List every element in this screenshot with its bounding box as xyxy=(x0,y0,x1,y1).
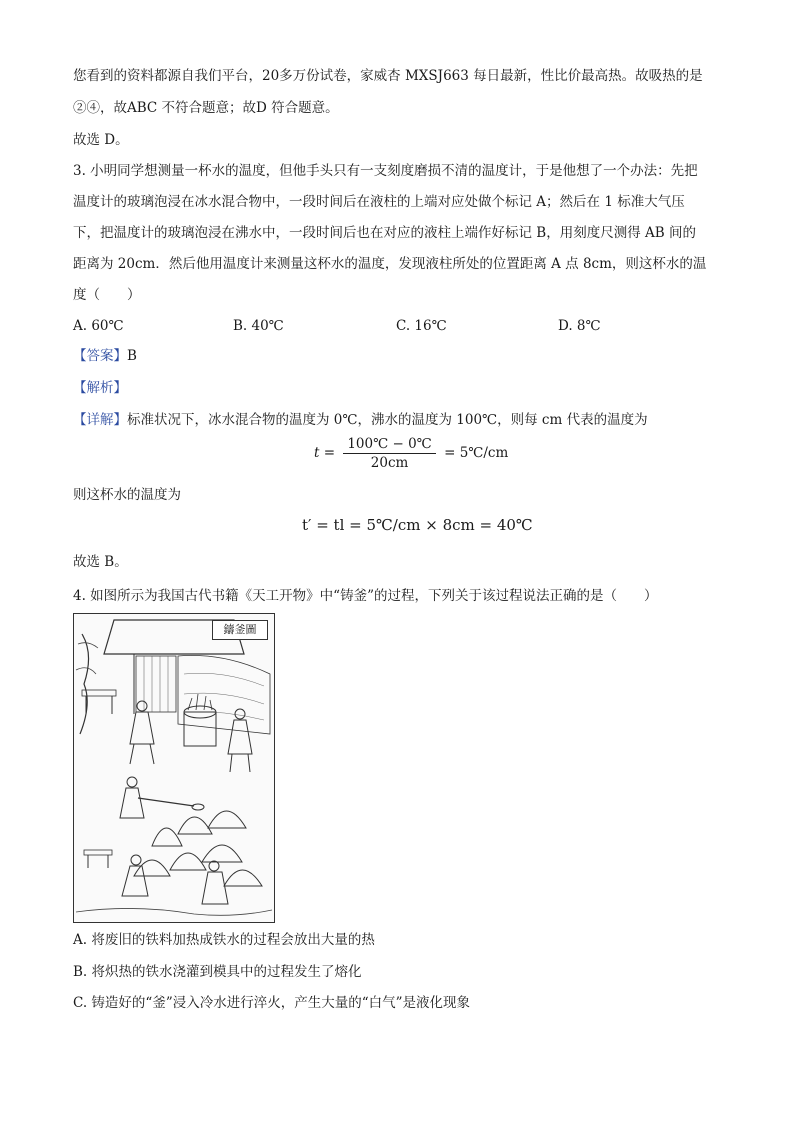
text-line: 您看到的资料都源自我们平台，20多万份试卷，家威杏 MXSJ663 每日最新，性比价最高热。故吸热的是 xyxy=(73,68,703,84)
formula-numerator: 100℃ − 0℃ xyxy=(343,436,435,454)
question-3-line: 温度计的玻璃泡浸在冰水混合物中，一段时间后在液柱的上端对应处做个标记 A；然后在 1 标准大气压 xyxy=(73,194,685,210)
option-4c: C. 铸造好的“釜”浸入冷水进行淬火，产生大量的“白气”是液化现象 xyxy=(73,995,471,1011)
option-c: C. 16℃ xyxy=(396,318,447,334)
formula-denominator: 20cm xyxy=(370,455,409,471)
option-b: B. 40℃ xyxy=(233,318,284,334)
formula-fraction xyxy=(343,436,435,471)
question-3-line: 下，把温度计的玻璃泡浸在沸水中，一段时间后也在对应的液柱上端作好标记 B，用刻度尺测得 AB 间的 xyxy=(73,225,696,241)
question-4-line: 4. 如图所示为我国古代书籍《天工开物》中“铸釜”的过程，下列关于该过程说法正确的是（ ） xyxy=(73,588,658,604)
question-3-line: 3. 小明同学想测量一杯水的温度，但他手头只有一支刻度磨损不清的温度计，于是他想了一个办法：先把 xyxy=(73,163,698,179)
question-3-line: 度（ ） xyxy=(73,287,141,303)
woodcut-illustration xyxy=(74,614,274,922)
illustration-casting-cauldron xyxy=(73,613,275,923)
question-3-line: 距离为 20cm．然后他用温度计来测量这杯水的温度，发现液柱所处的位置距离 A 点 8cm，则这杯水的温 xyxy=(73,256,707,272)
formula-rhs: = 5℃/cm xyxy=(444,445,509,461)
answer-value: B xyxy=(127,348,137,364)
option-a: A. 60℃ xyxy=(73,318,124,334)
analysis-label: 【解析】 xyxy=(73,380,127,396)
detail-text: 标准状况下，冰水混合物的温度为 0℃，沸水的温度为 100℃，则每 cm 代表的温度为 xyxy=(127,412,648,428)
answer-label: 【答案】 xyxy=(73,348,127,364)
option-4a: A. 将废旧的铁料加热成铁水的过程会放出大量的热 xyxy=(73,932,375,948)
choose-line: 故选 B。 xyxy=(73,554,128,570)
formula-rate xyxy=(314,436,508,471)
formula-lhs: t = xyxy=(314,445,336,461)
detail-label: 【详解】 xyxy=(73,412,127,428)
option-4b: B. 将炽热的铁水浇灌到模具中的过程发生了熔化 xyxy=(73,964,362,980)
illustration-title: 鑄釜圖 xyxy=(212,620,268,640)
detail-line xyxy=(73,410,648,430)
answer-line xyxy=(73,346,137,366)
formula-result: t′ = tl = 5℃/cm × 8cm = 40℃ xyxy=(302,516,533,534)
text-line: 故选 D。 xyxy=(73,132,129,148)
text-line: ②④，故ABC 不符合题意；故D 符合题意。 xyxy=(73,100,339,116)
option-d: D. 8℃ xyxy=(558,318,601,334)
then-text: 则这杯水的温度为 xyxy=(73,487,181,503)
